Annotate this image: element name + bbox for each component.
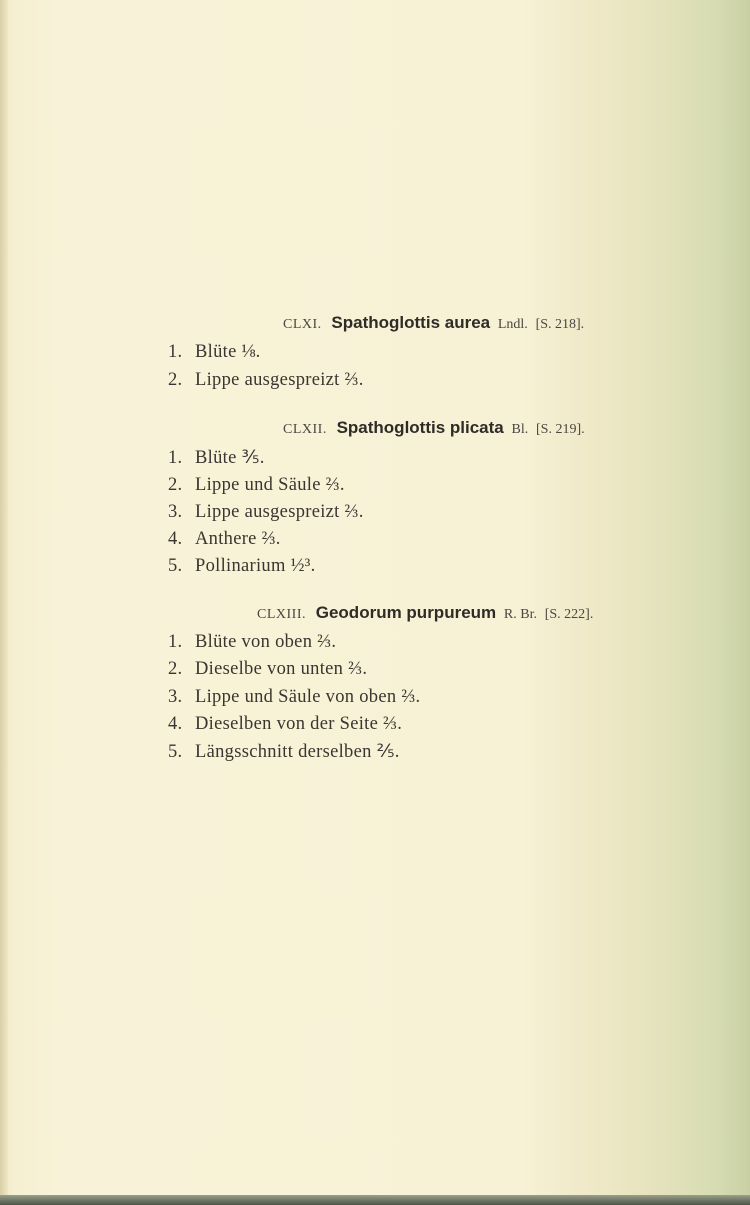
item-number: 5. [168,556,183,576]
page-reference: [S. 222]. [544,607,594,622]
list-item [168,502,364,523]
list-item [168,632,336,653]
author-abbreviation: Lndl. [497,317,528,332]
item-text: Anthere ⅔. [195,529,281,549]
list-item [168,475,345,496]
item-text: Lippe ausgespreizt ⅔. [195,370,364,390]
species-name: Geodorum purpureum [315,603,497,622]
author-abbreviation: R. Br. [503,607,537,622]
plate-number: CLXI. [283,317,322,332]
item-text: Längsschnitt derselben ⅖. [195,742,400,762]
item-number: 1. [168,342,183,362]
bottom-edge [0,1195,750,1205]
item-text: Lippe ausgespreizt ⅔. [195,502,364,522]
section-heading [283,313,584,333]
item-number: 2. [168,475,183,495]
item-number: 5. [168,742,183,762]
item-text: Blüte von oben ⅔. [195,632,337,652]
page-reference: [S. 219]. [536,422,585,437]
item-number: 2. [168,659,183,679]
section-heading [283,418,585,438]
list-item [168,556,316,577]
list-item [168,687,420,708]
list-item [168,741,400,763]
list-item [168,370,364,391]
item-number: 2. [168,370,183,390]
item-text: Dieselben von der Seite ⅔. [195,714,403,734]
list-item [168,529,281,550]
list-item [168,714,402,735]
item-text: Blüte ⅗. [195,448,265,468]
species-name: Spathoglottis aurea [331,313,491,332]
species-name: Spathoglottis plicata [336,418,504,437]
page-edge [0,0,8,1195]
author-abbreviation: Bl. [511,422,529,437]
section-heading [257,603,593,623]
item-number: 3. [168,687,183,707]
item-number: 1. [168,448,183,468]
item-number: 4. [168,529,183,549]
list-item [168,659,367,680]
item-number: 4. [168,714,183,734]
plate-number: CLXIII. [257,607,306,622]
item-text: Lippe und Säule von oben ⅔. [195,687,421,707]
item-text: Lippe und Säule ⅔. [195,475,345,495]
plate-number: CLXII. [283,422,327,437]
list-item [168,447,265,469]
item-text: Pollinarium ½³. [195,556,316,576]
item-number: 1. [168,632,183,652]
item-text: Blüte ⅛. [195,342,261,362]
page-reference: [S. 218]. [535,317,585,332]
item-number: 3. [168,502,183,522]
item-text: Dieselbe von unten ⅔. [195,659,368,679]
list-item [168,342,261,363]
